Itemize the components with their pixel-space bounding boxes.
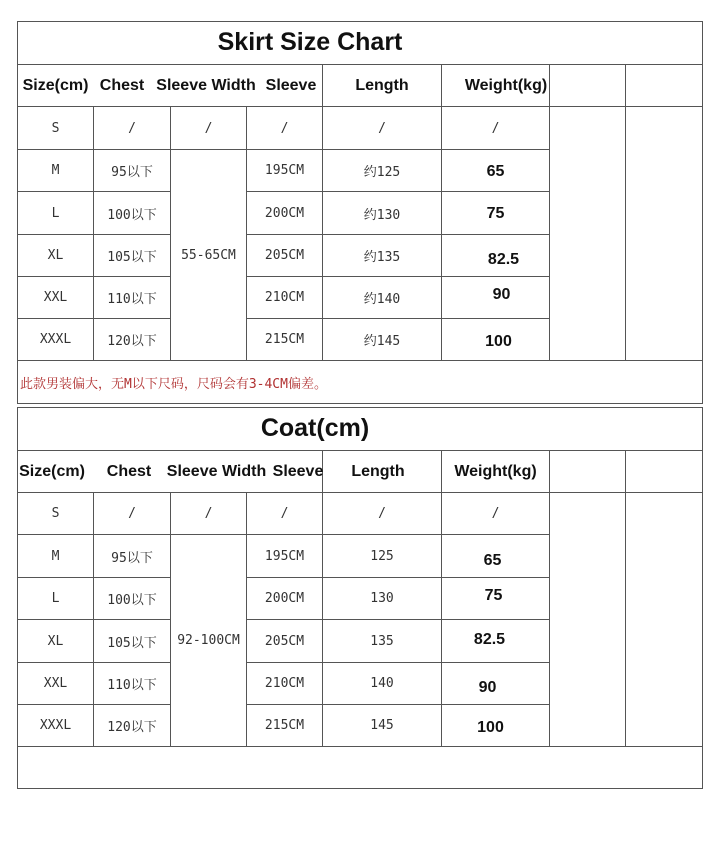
cell-sleeve: /: [280, 506, 289, 521]
cell-sleeve: 200CM: [264, 205, 305, 221]
header-length: Length: [355, 76, 409, 94]
cell-length: /: [378, 120, 386, 136]
cell-weight: /: [491, 506, 500, 521]
grid-line: [625, 64, 626, 360]
cell-chest: 105以下: [107, 635, 157, 651]
header-chest: Chest: [99, 76, 145, 94]
skirt-title: Skirt Size Chart: [217, 28, 403, 56]
grid-line: [17, 788, 703, 789]
cell-length: 约130: [363, 207, 401, 223]
cell-sleeve: 200CM: [264, 591, 305, 606]
cell-chest: 110以下: [107, 292, 157, 307]
cell-length: /: [378, 506, 386, 521]
header-chest: Chest: [106, 462, 152, 480]
cell-sleeve-width: /: [204, 506, 213, 521]
header-sleeve-width: Sleeve Width: [156, 76, 256, 94]
header-sleeve-width: Sleeve Width: [166, 462, 267, 480]
grid-line: [549, 64, 550, 360]
header-sleeve: Sleeve: [272, 462, 324, 480]
cell-chest: 100以下: [107, 207, 157, 223]
cell-size: XXL: [43, 676, 68, 691]
cell-chest: /: [128, 120, 136, 136]
cell-sleeve: /: [280, 120, 289, 136]
cell-sleeve-width: /: [204, 120, 213, 136]
coat-title: Coat(cm): [260, 414, 370, 442]
cell-length: 约145: [363, 334, 401, 349]
cell-sleeve: 210CM: [264, 290, 305, 305]
cell-weight: 90: [478, 679, 497, 696]
cell-length: 145: [370, 718, 394, 733]
grid-line: [17, 403, 703, 404]
cell-length: 130: [370, 591, 394, 606]
cell-chest: 105以下: [107, 250, 157, 265]
grid-line: [702, 21, 703, 403]
cell-length: 135: [370, 633, 394, 649]
cell-size: XL: [47, 633, 64, 649]
cell-size: XXXL: [39, 332, 72, 347]
cell-sleeve-width-merged: 92-100CM: [177, 633, 240, 648]
cell-size: M: [51, 548, 60, 564]
cell-sleeve: 195CM: [264, 163, 305, 178]
cell-length: 125: [370, 548, 394, 564]
size-note: 此款男装偏大，无M以下尺码，尺码会有3-4CM偏差。: [20, 376, 327, 392]
header-weight: Weight(kg): [464, 76, 548, 94]
cell-weight: 65: [483, 552, 502, 569]
cell-chest: 95以下: [111, 550, 153, 566]
cell-length: 约125: [363, 165, 401, 180]
cell-sleeve: 215CM: [264, 332, 305, 347]
cell-sleeve: 205CM: [264, 633, 305, 649]
header-size: Size(cm): [22, 76, 89, 94]
cell-weight: 75: [486, 205, 505, 222]
cell-chest: 110以下: [107, 678, 157, 693]
cell-size: XL: [47, 248, 64, 263]
cell-size: M: [51, 163, 60, 178]
cell-length: 约135: [363, 250, 401, 265]
cell-weight: 82.5: [487, 251, 520, 268]
cell-weight: 75: [484, 587, 503, 604]
cell-size: XXXL: [39, 718, 72, 733]
grid-line: [625, 450, 626, 746]
cell-weight: 100: [485, 333, 512, 350]
cell-sleeve: 205CM: [264, 248, 305, 263]
cell-chest: 120以下: [107, 720, 157, 735]
cell-size: L: [51, 591, 60, 606]
cell-size: S: [51, 120, 60, 136]
grid-line: [702, 407, 703, 788]
cell-weight: 90: [492, 286, 511, 303]
grid-line: [17, 746, 703, 747]
cell-weight: /: [491, 120, 500, 136]
header-length: Length: [351, 462, 405, 480]
cell-length: 约140: [363, 292, 401, 307]
cell-size: S: [51, 506, 60, 521]
cell-chest: 95以下: [111, 165, 153, 180]
cell-weight: 65: [486, 163, 505, 180]
header-size: Size(cm): [19, 462, 85, 480]
cell-sleeve: 195CM: [264, 548, 305, 564]
cell-weight: 100: [477, 719, 504, 736]
cell-chest: /: [128, 506, 136, 521]
cell-sleeve-width-merged: 55-65CM: [181, 247, 236, 263]
cell-sleeve: 215CM: [264, 718, 305, 733]
header-sleeve: Sleeve: [265, 76, 317, 94]
cell-length: 140: [370, 676, 394, 691]
cell-size: XXL: [43, 290, 68, 305]
cell-weight: 82.5: [473, 631, 506, 648]
cell-size: L: [51, 205, 60, 221]
grid-line: [549, 450, 550, 746]
cell-sleeve: 210CM: [264, 676, 305, 691]
cell-chest: 100以下: [107, 593, 157, 608]
header-weight: Weight(kg): [454, 462, 537, 480]
cell-chest: 120以下: [107, 334, 157, 349]
